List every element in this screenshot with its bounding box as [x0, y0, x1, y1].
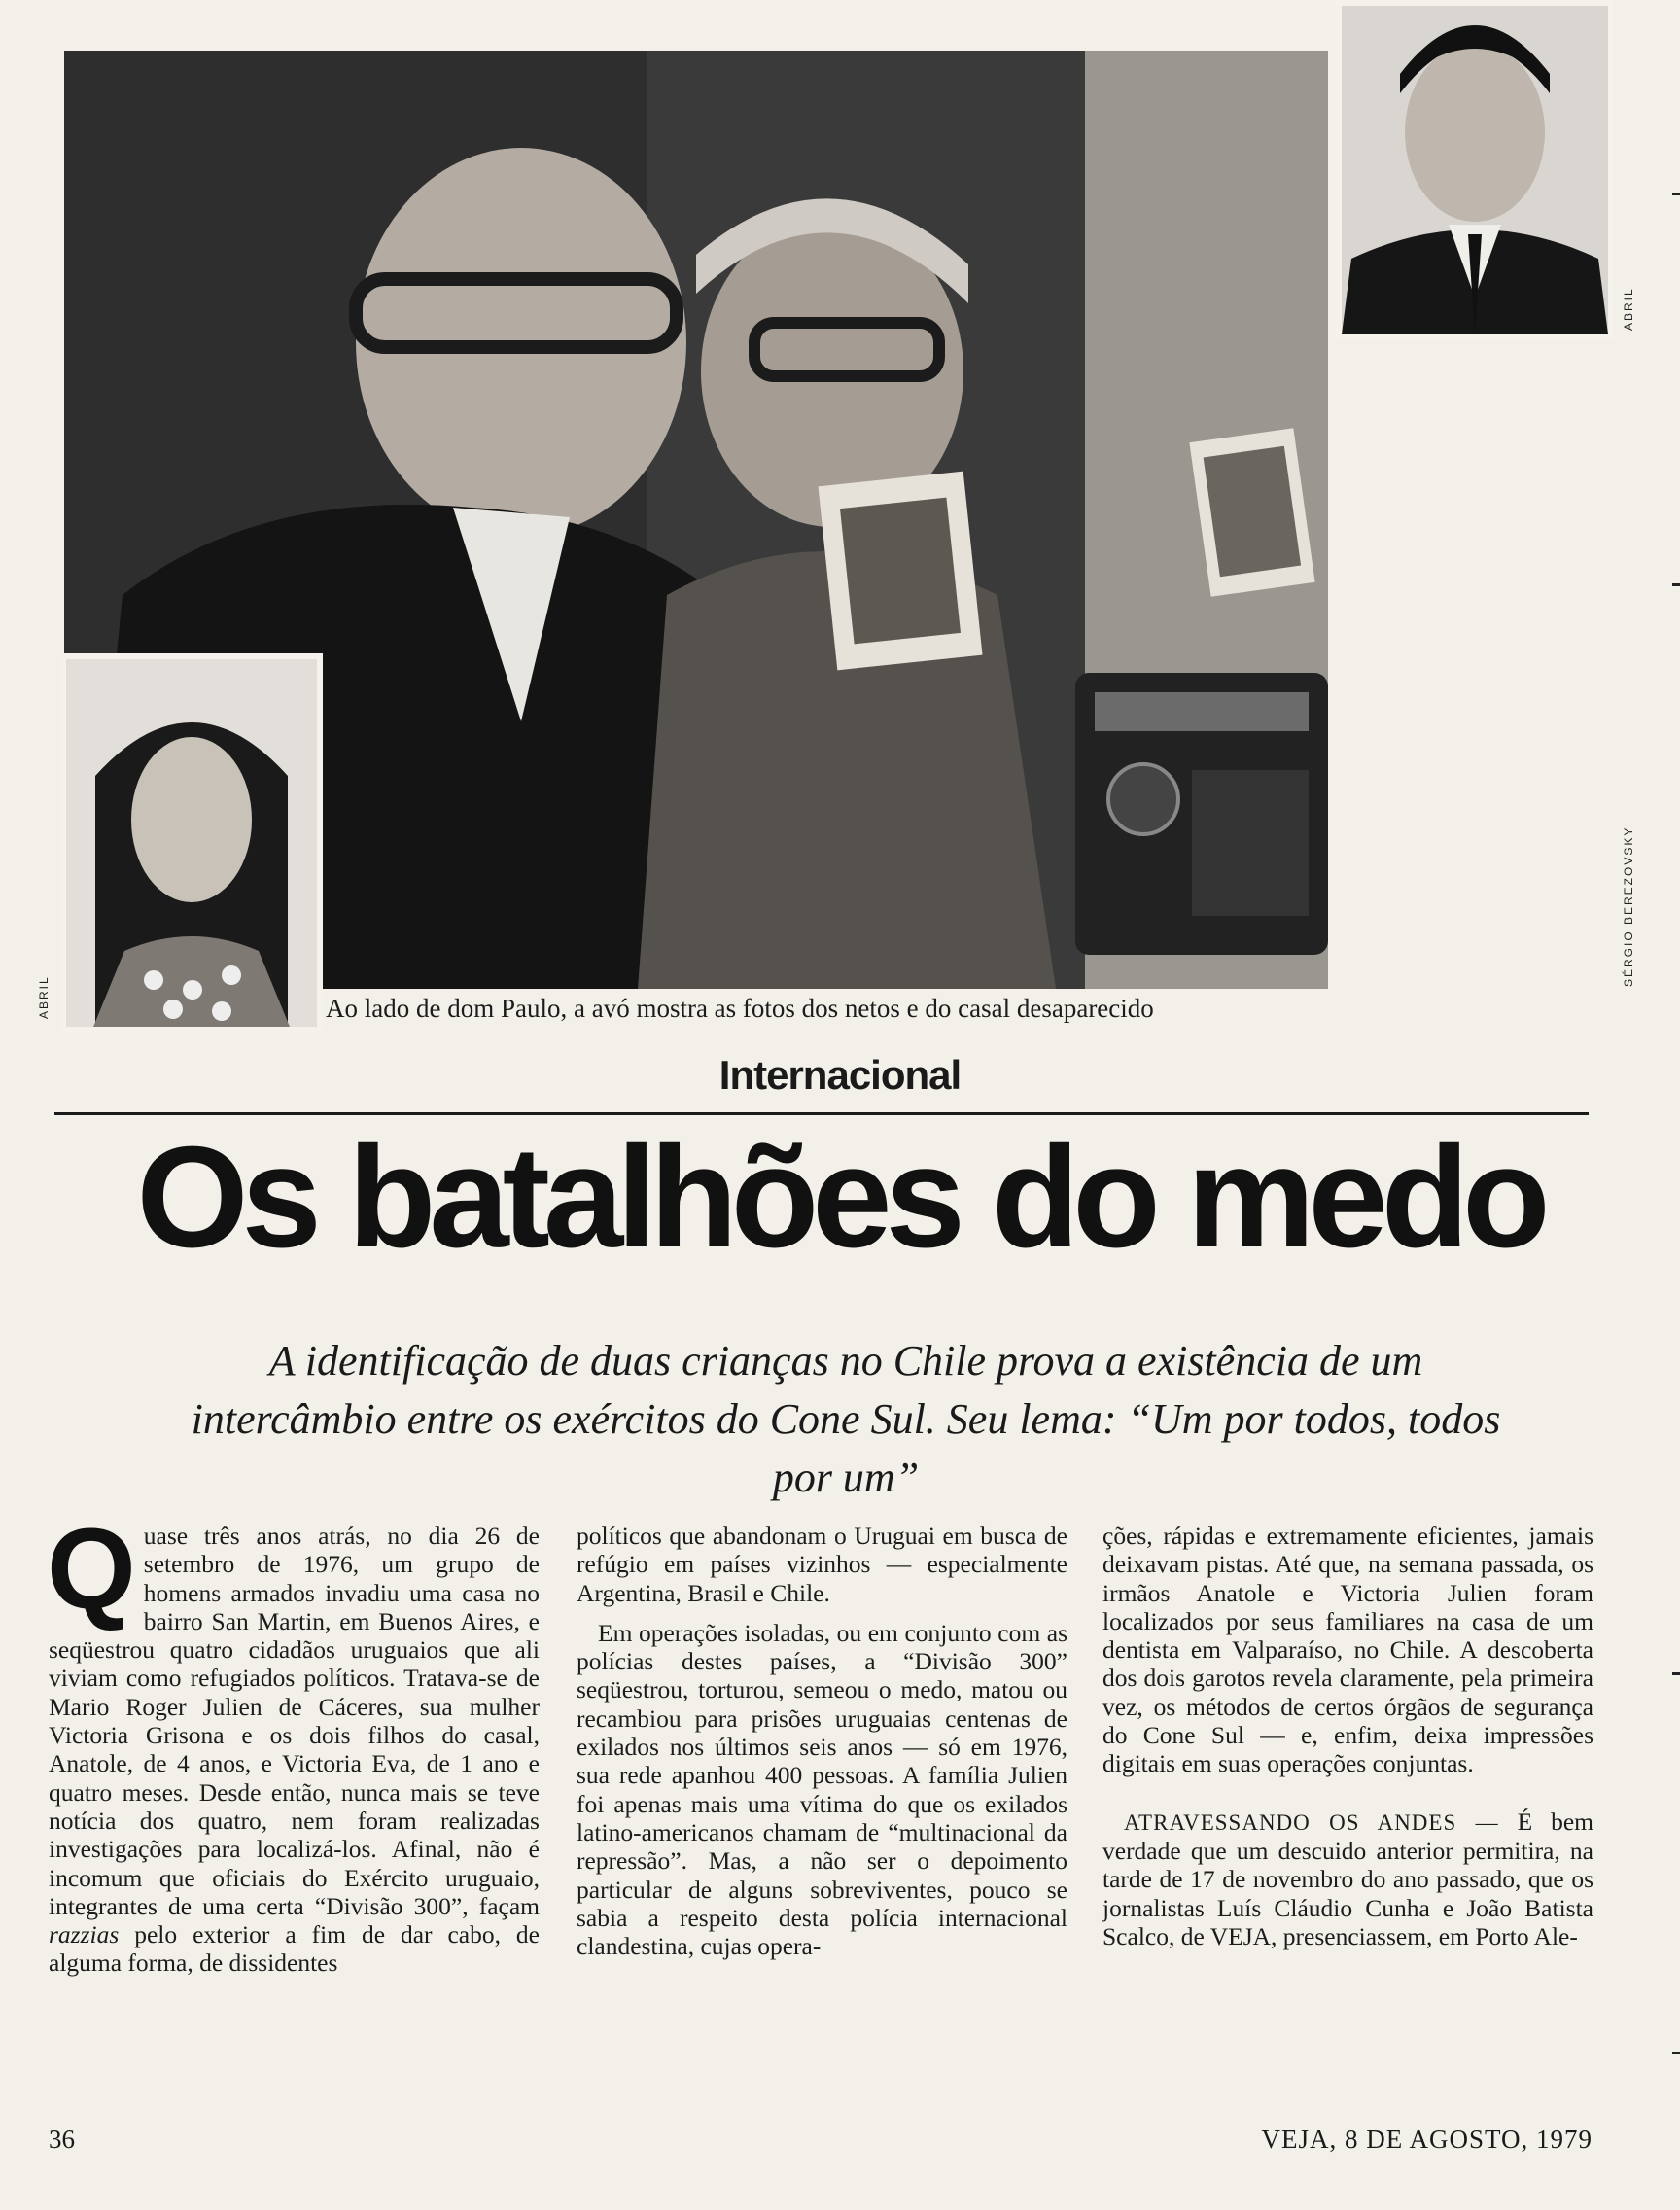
article-column-1: [47, 1505, 540, 1978]
inset-portrait-woman-illustration: [66, 659, 317, 1027]
photo-credit-top-right: ABRIL: [1622, 287, 1635, 331]
section-label: Internacional: [718, 1052, 962, 1098]
col1-text: uase três anos atrás, no dia 26 de setembro de 1976, um grupo de homens armados invadiu uma casa no bairro San Martin, em Buenos Aires, e seqüestrou quatro cidadãos uruguaios que ali viviam como refugiados políticos. Tratava-se de Mario Roger Julien de Cáceres, sua mulher Victoria Grisona e os dois filhos do casal, Anatole, de 4 anos, e Victoria Eva, de 1 ano e quatro meses. Desde então, nunca mais se teve notícia dos quatro, nem foram realizadas investigações para localizá-los. Afinal, não é incomum que oficiais do Exército uruguaio, integrantes de uma certa “Divisão 300”, façam: [49, 1522, 540, 1920]
article-column-2: [577, 1522, 1068, 1960]
edge-mark: [1672, 583, 1680, 586]
col3-paragraph-1: ções, rápidas e extremamente eficientes, jamais deixavam pistas. Até que, na semana passada, os irmãos Anatole e Victoria Julien foram localizados por seus familiares na casa de um dentista em Valparaíso, no Chile. A descoberta dos dois garotos revela claramente, pela primeira vez, os métodos de certos órgãos de segurança do Cone Sul — e, enfim, deixa impressões digitais em suas operações conjuntas.: [1102, 1522, 1593, 1778]
edge-mark: [1672, 1672, 1680, 1675]
edge-mark: [1672, 193, 1680, 195]
inset-portrait-woman: [60, 653, 323, 1033]
col2-paragraph-2: Em operações isoladas, ou em conjunto com as polícias destes países, a “Divisão 300” seqüestrou, torturou, semeou o medo, matou ou recambiou para prisões uruguaias centenas de exilados nos últimos seis anos — só em 1976, sua rede apanhou 400 pessoas. A família Julien foi apenas mais uma vítima do que os exilados latino-americanos chamam de “multinacional da repressão”. Mas, a não ser o depoimento particular de alguns sobreviventes, pouco se sabia a respeito desta polícia internacional clandestina, cujas opera-: [577, 1618, 1068, 1961]
page-number: 36: [49, 2124, 75, 2154]
article-column-3: [1102, 1522, 1593, 1950]
inset-portrait-young-man: [1336, 0, 1614, 340]
photo-credit-right: SÉRGIO BEREZOVSKY: [1622, 825, 1635, 987]
col3-subhead: ATRAVESSANDO OS ANDES —: [1124, 1809, 1499, 1835]
col3-paragraph-2: [1102, 1807, 1593, 1950]
photo-caption: Ao lado de dom Paulo, a avó mostra as fotos dos netos e do casal desaparecido: [326, 994, 1154, 1023]
inset-portrait-young-man-illustration: [1342, 6, 1608, 334]
col3-paragraph-2-text: É bem verdade que um descuido anterior permitira, na tarde de 17 de novembro do ano passado, que os jornalistas Luís Cláudio Cunha e João Batista Scalco, de VEJA, presenciassem, em Porto Ale-: [1102, 1807, 1594, 1950]
edge-mark: [1672, 2052, 1680, 2054]
headline: Os batalhões do medo: [136, 1117, 1544, 1278]
photo-credit-left: ABRIL: [37, 975, 51, 1019]
col1-italic: razzias: [49, 1920, 120, 1949]
col2-paragraph-1: políticos que abandonam o Uruguai em busca de refúgio em países vizinhos — especialmente Argentina, Brasil e Chile.: [577, 1522, 1068, 1607]
dek: A identificação de duas crianças no Chile prova a existência de um intercâmbio entre os exércitos do Cone Sul. Seu lema: “Um por todos, todos por um”: [191, 1337, 1501, 1501]
col1-paragraph: [47, 1505, 540, 1978]
drop-cap: Q: [47, 1505, 136, 1633]
publication-line: VEJA, 8 DE AGOSTO, 1979: [1261, 2124, 1592, 2154]
section-rule: [54, 1112, 1589, 1115]
col1-text-end: pelo exterior a fim de dar cabo, de alguma forma, de dissidentes: [49, 1920, 540, 1978]
